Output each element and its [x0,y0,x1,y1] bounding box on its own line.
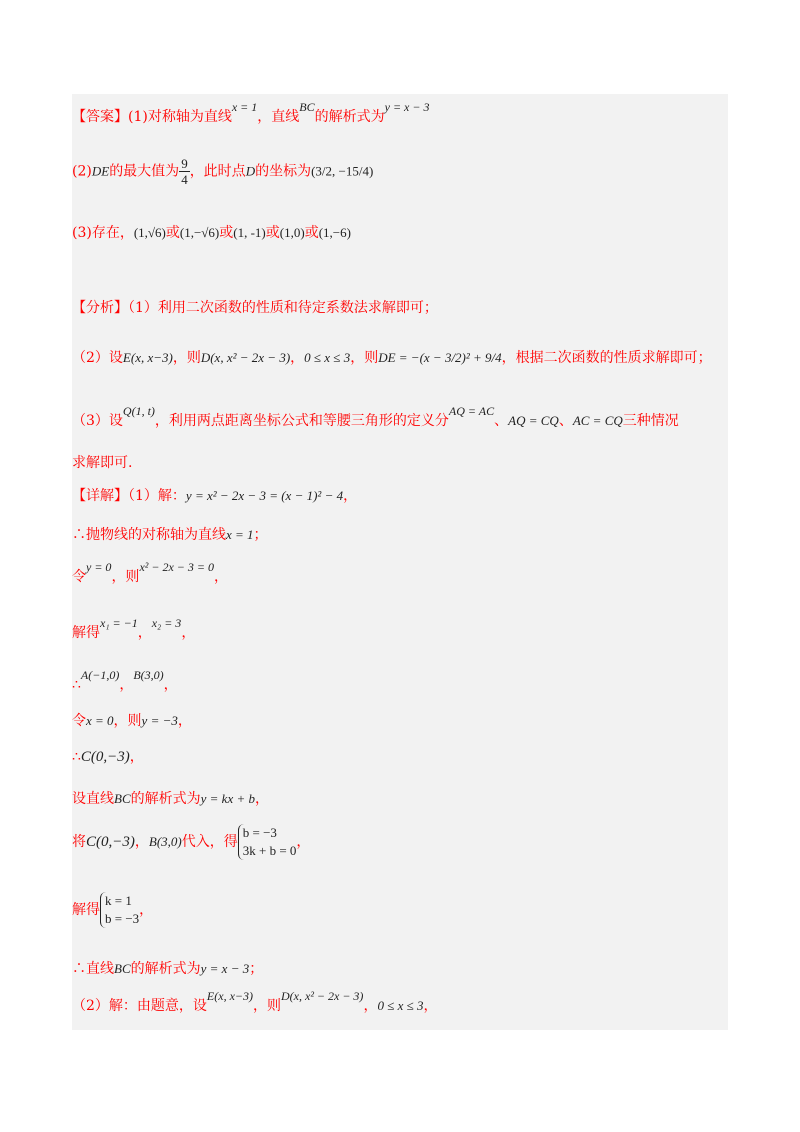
equation-system-1: b = −3 3k + b = 0 [238,824,297,860]
math-bc: BC [299,100,315,114]
answer-line-2: (2)DE的最大值为 $\frac{9}{4}$ ，此时点D的坐标为(3/2, −15/4) [72,156,374,187]
detail-line-3: 令y = 0，则x² − 2x − 3 = 0， [72,560,228,585]
answer-line-3: (3)存在，(1,√6)或(1,−√6)或(1, -1)或(1,0)或(1,−6) [72,225,351,241]
equation-system-2: k = 1 b = −3 [100,892,139,928]
coord-d: (3/2, −15/4) [311,163,374,179]
detail-line-7: ∴C(0,−3)， [72,749,144,765]
detail-tag: 【详解】 [72,488,128,504]
detail-line-10: 解得 k = 1 b = −3 ， [72,893,154,926]
answer-tag: 【答案】 [72,109,128,125]
detail-line-1: 【详解】（1）解：y = x² − 2x − 3 = (x − 1)² − 4， [72,488,358,504]
detail-line-5: ∴A(−1,0)，B(3,0)， [72,668,178,693]
detail-line-4: 解得x₁ = −1，x₂ = 3， [72,616,196,641]
math-axis: x = 1 [231,100,258,114]
analysis-line-1: 【分析】（1）利用二次函数的性质和待定系数法求解即可； [72,300,438,316]
analysis-line-3: （3）设Q(1, t)，利用两点距离坐标公式和等腰三角形的定义分AQ = AC、AQ = CQ、AC = CQ三种情况 [72,404,679,429]
detail-line-12: （2）解：由题意，设E(x, x−3)，则D(x, x² − 2x − 3)，0 ≤ x ≤ 3， [72,989,438,1014]
answer-line-1: 【答案】(1)对称轴为直线x = 1，直线BC的解析式为y = x − 3 [72,100,430,125]
detail-line-11: ∴直线BC的解析式为y = x − 3； [72,961,264,977]
detail-line-9: 将C(0,−3)，B(3,0)代入，得 b = −3 3k + b = 0 ， [72,825,311,858]
detail-line-2: ∴抛物线的对称轴为直线x = 1； [72,527,268,543]
analysis-tag: 【分析】 [72,300,128,316]
math-line-eq: y = x − 3 [384,100,430,114]
solution-panel [72,94,728,1030]
analysis-line-2: （2）设E(x, x−3)，则D(x, x² − 2x − 3)，0 ≤ x ≤ 3，则DE = −(x − 3/2)² + 9/4，根据二次函数的性质求解即可； [72,350,712,366]
detail-line-6: 令x = 0，则y = −3， [72,713,192,729]
detail-line-8: 设直线BC的解析式为y = kx + b， [72,791,269,807]
analysis-line-4: 求解即可. [72,455,133,471]
fraction-nine-fourths: $\frac{9}{4}$ [181,156,188,187]
